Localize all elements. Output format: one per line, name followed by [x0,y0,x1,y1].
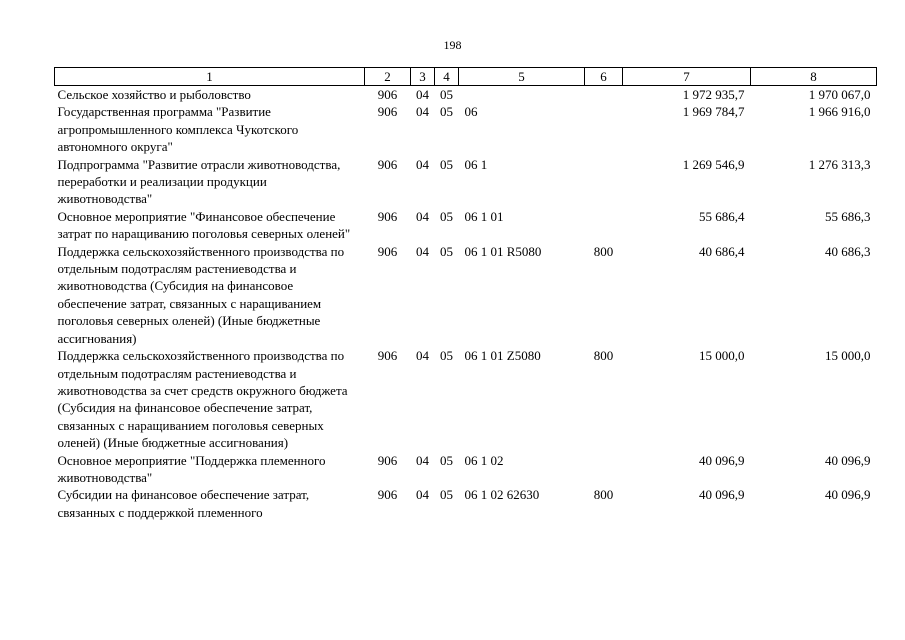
cell-code: 906 [377,348,398,364]
cell-amount-2: 1 966 916,0 [808,104,871,120]
cell-section: 04 [416,208,429,224]
cell-amount-1: 55 686,4 [699,208,745,224]
cell-subsection: 05 [440,348,453,364]
row-name: Субсидии на финансовое обеспечение затрат, связанных с поддержкой племенного [57,487,310,520]
cell-type [585,103,623,155]
cell-code: 906 [377,87,398,102]
cell-type [585,86,623,104]
table-row [55,86,877,104]
cell-amount-2: 55 686,3 [825,208,871,224]
cell-target: 06 1 [464,156,488,172]
cell-code: 906 [377,156,398,172]
column-header: 2 [365,68,411,86]
cell-code: 906 [377,208,398,224]
table-row [55,243,877,347]
cell-amount-2: 40 096,9 [825,487,871,503]
row-name: Поддержка сельскохозяйственного производства по отдельным подотраслям растениеводства и животноводства (Субсидия на финансовое обеспечение затрат, связанных с наращиванием поголовья северных оленей) (Иные бюджетные ассигнования) [57,243,345,346]
row-name: Сельское хозяйство и рыболовство [57,87,251,102]
cell-amount-1: 40 096,9 [699,452,745,468]
page-number: 198 [443,38,462,52]
cell-section: 04 [416,348,429,364]
column-header: 1 [55,68,365,86]
cell-target: 06 [464,104,478,120]
row-name: Основное мероприятие "Финансовое обеспечение затрат по наращиванию поголовья северных оленей" [57,208,351,242]
table-header-row [55,68,877,86]
cell-code: 906 [377,487,398,503]
column-header: 3 [411,68,435,86]
cell-amount-1: 1 269 546,9 [682,156,745,172]
cell-type [585,208,623,243]
cell-code: 906 [377,104,398,120]
column-header: 6 [585,68,623,86]
column-header: 4 [435,68,459,86]
cell-section: 04 [416,487,429,503]
table-row [55,347,877,451]
cell-type [585,452,623,487]
column-header: 8 [751,68,877,86]
cell-amount-1: 40 686,4 [699,243,745,259]
column-header: 7 [623,68,751,86]
cell-target: 06 1 01 Z5080 [464,348,541,364]
cell-subsection: 05 [440,208,453,224]
cell-subsection: 05 [440,156,453,172]
cell-section: 04 [416,243,429,259]
cell-subsection: 05 [440,87,453,102]
cell-type: 800 [593,487,614,503]
cell-target: 06 1 02 62630 [464,487,540,503]
cell-subsection: 05 [440,243,453,259]
cell-code: 906 [377,243,398,259]
row-name: Подпрограмма "Развитие отрасли животноводства, переработки и реализации продукции животноводства" [57,156,341,207]
cell-target: 06 1 02 [464,452,504,468]
cell-code: 906 [377,452,398,468]
cell-section: 04 [416,104,429,120]
column-header: 5 [459,68,585,86]
cell-target: 06 1 01 [464,208,504,224]
row-name: Поддержка сельскохозяйственного производства по отдельным подотраслям растениеводства и животноводства за счет средств окружного бюджета (Субсидия на финансовое обеспечение затрат, связанных с наращиванием поголовья северных оленей) (Иные бюджетные ассигнования) [57,348,348,451]
cell-section: 04 [416,156,429,172]
cell-amount-2: 15 000,0 [825,348,871,364]
table-row [55,156,877,208]
cell-subsection: 05 [440,104,453,120]
cell-target: 06 1 01 R5080 [464,243,542,259]
cell-section: 04 [416,87,429,102]
cell-amount-2: 40 096,9 [825,452,871,468]
row-name: Государственная программа "Развитие агропромышленного комплекса Чукотского автономного округа" [57,104,299,155]
cell-amount-1: 1 972 935,7 [682,87,745,102]
table-row [55,486,877,521]
cell-section: 04 [416,452,429,468]
cell-type: 800 [593,348,614,364]
cell-subsection: 05 [440,487,453,503]
cell-amount-1: 1 969 784,7 [682,104,745,120]
cell-type [585,156,623,208]
cell-amount-2: 1 276 313,3 [808,156,871,172]
cell-subsection: 05 [440,452,453,468]
cell-type: 800 [593,243,614,259]
cell-target [459,86,585,104]
table-row [55,452,877,487]
row-name: Основное мероприятие "Поддержка племенного животноводства" [57,452,326,485]
cell-amount-1: 15 000,0 [699,348,745,364]
cell-amount-1: 40 096,9 [699,487,745,503]
table-row [55,103,877,155]
budget-table [54,67,877,521]
cell-amount-2: 40 686,3 [825,243,871,259]
cell-amount-2: 1 970 067,0 [808,87,871,102]
table-row [55,208,877,243]
